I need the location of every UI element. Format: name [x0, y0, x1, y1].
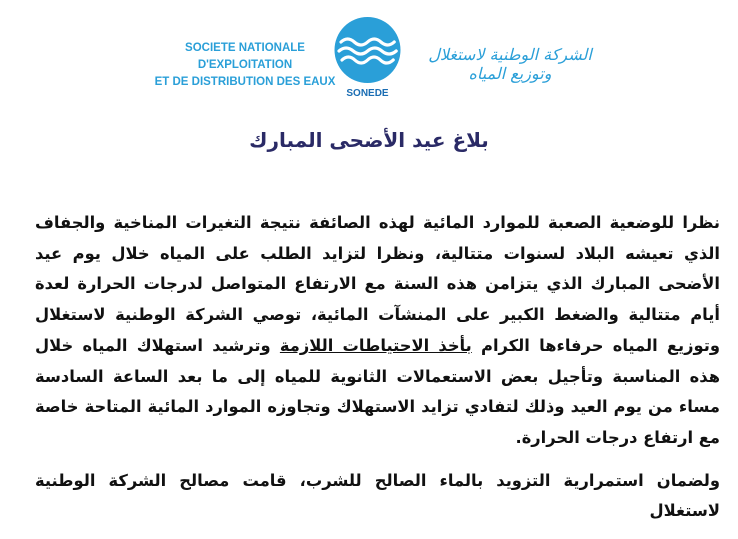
letterhead [0, 0, 738, 110]
paragraph-1-part-b: وترشيد استهلاك المياه خلال هذه المناسبة وتأجيل بعض الاستعمالات الثانوية للمياه إلى ما بعد الساعة السادسة مساء من يوم العيد وذلك لتفادي تزايد الاستهلاك وتجاوزه الموارد المائية المتاحة خاصة مع ارتفاع درجات الحرارة. [35, 335, 720, 447]
org-name-arabic: الشركة الوطنية لاستغلال وتوزيع المياه [428, 45, 592, 83]
org-name-french-line1: SOCIETE NATIONALE D'EXPLOITATION [185, 42, 305, 71]
underlined-phrase: بأخذ الاحتياطات اللازمة [279, 335, 472, 355]
page-title: بلاغ عيد الأضحى المبارك [249, 128, 489, 152]
paragraph-2: ولضمان استمرارية التزويد بالماء الصالح للشرب، قامت مصالح الشركة الوطنية لاستغلال [35, 470, 720, 521]
announcement-body [35, 208, 720, 539]
paragraph-1-part-a: نظرا للوضعية الصعبة للموارد المائية لهذه الصائفة نتيجة التغيرات المناخية والجفاف الذي تعيشه البلاد لسنوات متتالية، ونظرا لتزايد الطلب على المياه خلال يوم عيد الأضحى المبارك الذي يتزامن هذه السنة مع الارتفاع المتواصل لدرجات الحرارة لعدة أيام متتالية والضغط الكبير على المنشآت المائية، توصي الشركة الوطنية لاستغلال وتوزيع المياه حرفاءها الكرام [35, 213, 720, 355]
logo-text: SONEDE [346, 88, 389, 99]
org-name-french-line2: ET DE DISTRIBUTION DES EAUX [154, 76, 336, 88]
org-name-french [150, 40, 340, 91]
paragraph-1 [35, 208, 720, 454]
